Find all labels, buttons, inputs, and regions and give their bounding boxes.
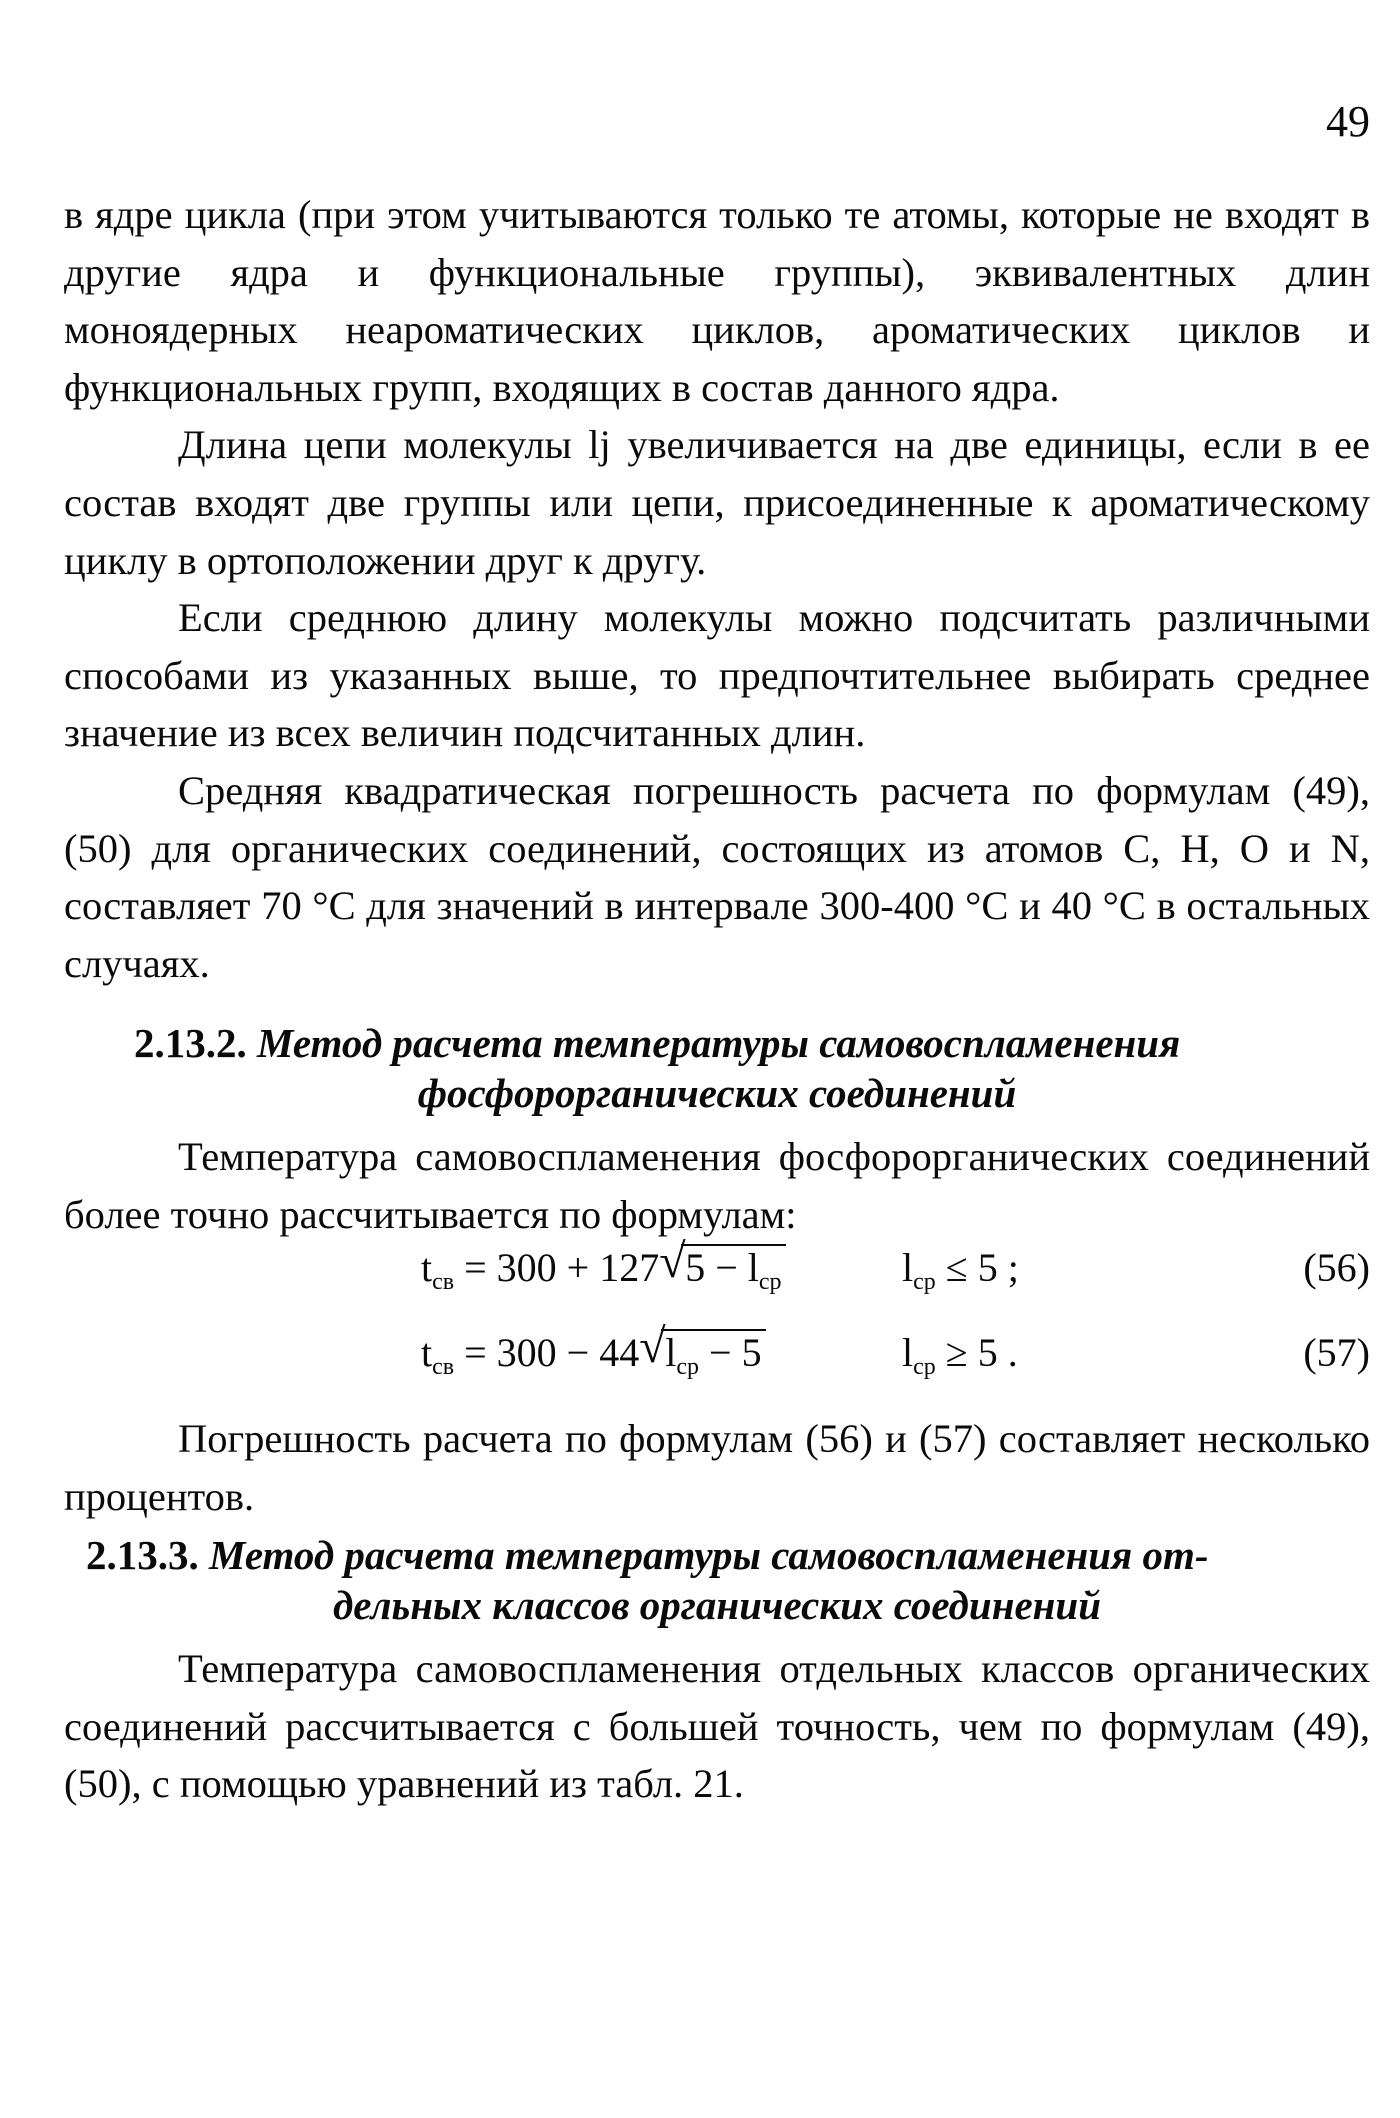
section-heading-2-13-2 [64,1018,1370,1118]
section-title-line1: Метод расчета температуры самовоспламенения [257,1020,1181,1066]
body-text-block-1 [64,186,1370,992]
section-title-line1: Метод расчета температуры самовоспламенения от- [209,1532,1209,1578]
body-text-block-4 [64,1640,1370,1813]
paragraph-chain-length: Длина цепи молекулы lj увеличивается на две единицы, если в ее состав входят две группы или цепи, присоединенные к ароматическому циклу в ортоположении друг к другу. [64,422,1370,583]
formula-56 [64,1235,1370,1308]
equation-number-56: (56) [1303,1245,1370,1290]
radical-sign-icon: √ [659,1235,686,1288]
formula-57-expression: $t_{св} = 300 - 44$ √ $l_{ср} - 5$ [421,1329,766,1389]
section-number: 2.13.3. [86,1532,199,1578]
section-title-line2: дельных классов органических соединений [332,1582,1102,1628]
paragraph-continuation: в ядре цикла (при этом учитываются только те атомы, которые не входят в другие ядра и функциональные группы), эквивалентных длин моноядерных неароматических циклов, ароматических циклов и функциональных групп, входящих в состав данного ядра. [64,192,1370,410]
paragraph-error-estimate: Средняя квадратическая погрешность расчета по формулам (49), (50) для органических соединений, состоящих из атомов С, Н, О и N, составляет 70 °С для значений в интервале 300-400 °С и 40 °С в остальных случаях. [64,767,1370,986]
body-text-block-2 [64,1128,1370,1243]
square-root: √ $5 - l_{ср}$ [659,1244,785,1304]
paragraph-formulas-intro: Температура самовоспламенения фосфорорганических соединений более точно рассчитывается по формулам: [64,1134,1370,1237]
section-number: 2.13.2. [134,1020,247,1066]
formula-57-condition: $l_{ср} \ge 5$ . [902,1330,1018,1380]
square-root: √ $l_{ср} - 5$ [639,1329,765,1389]
paragraph-average-length: Если среднюю длину молекулы можно подсчитать различными способами из указанных выше, то предпочтительнее выбирать среднее значение из всех величин подсчитанных длин. [64,595,1370,756]
radical-sign-icon: √ [639,1320,666,1373]
paragraph-formula-error: Погрешность расчета по формулам (56) и (57) составляет несколько процентов. [64,1416,1370,1519]
formula-57 [64,1320,1370,1393]
section-title-line2: фосфорорганических соединений [417,1070,1017,1116]
section-heading-2-13-3 [64,1530,1370,1630]
formula-56-expression: $t_{св} = 300 + 127$ √ $5 - l_{ср}$ [421,1244,786,1304]
equation-number-57: (57) [1303,1330,1370,1375]
page-number: 49 [1326,97,1370,146]
formula-56-condition: $l_{ср} \le 5$ ; [902,1245,1019,1295]
body-text-block-3 [64,1410,1370,1525]
paragraph-class-method: Температура самовоспламенения отдельных классов органических соединений рассчитывается с большей точность, чем по формулам (49), (50), с помощью уравнений из табл. 21. [64,1646,1370,1807]
